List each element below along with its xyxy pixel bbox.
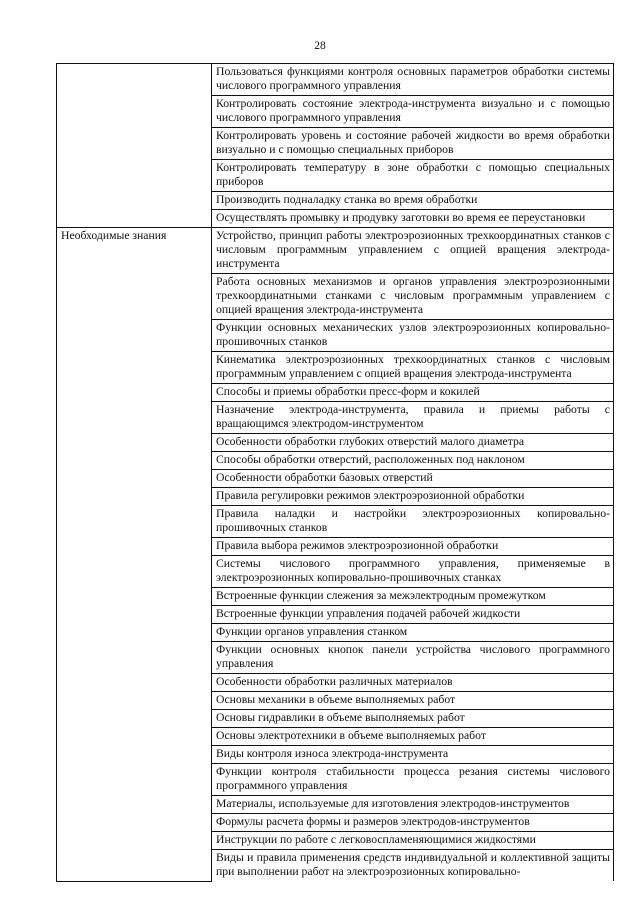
page-number: 28 — [314, 40, 326, 52]
table-cell: Правила выбора режимов электроэрозионной обработки — [212, 538, 614, 556]
table-cell: Встроенные функции управления подачей рабочей жидкости — [212, 606, 614, 624]
table-cell: Особенности обработки глубоких отверстий малого диаметра — [212, 434, 614, 452]
table-cell: Контролировать уровень и состояние рабочей жидкости во время обработки визуально и с помощью специальных приборов — [212, 128, 614, 160]
table-cell: Виды контроля износа электрода-инструмента — [212, 746, 614, 764]
table-cell: Встроенные функции слежения за межэлектродным промежутком — [212, 588, 614, 606]
table-cell: Функции основных механических узлов электроэрозионных копировально-прошивочных станков — [212, 320, 614, 352]
table-cell: Правила наладки и настройки электроэрозионных копировально-прошивочных станков — [212, 506, 614, 538]
table-cell: Способы обработки отверстий, расположенных под наклоном — [212, 452, 614, 470]
table-cell: Формулы расчета формы и размеров электродов-инструментов — [212, 814, 614, 832]
table-row — [57, 228, 614, 274]
group-label-cell — [57, 64, 212, 228]
table-cell: Основы механики в объеме выполняемых работ — [212, 692, 614, 710]
table-cell: Осуществлять промывку и продувку заготовки во время ее переустановки — [212, 210, 614, 228]
table-cell: Кинематика электроэрозионных трехкоординатных станков с числовым программным управлением с опцией вращения электрода-инструмента — [212, 352, 614, 384]
table-cell: Назначение электрода-инструмента, правила и приемы работы с вращающимся электродом-инструментом — [212, 402, 614, 434]
table-cell: Правила регулировки режимов электроэрозионной обработки — [212, 488, 614, 506]
group-label-cell: Необходимые знания — [57, 228, 212, 882]
table-cell: Основы электротехники в объеме выполняемых работ — [212, 728, 614, 746]
table-row — [57, 64, 614, 96]
table-cell: Контролировать состояние электрода-инструмента визуально и с помощью числового программного управления — [212, 96, 614, 128]
table-cell: Инструкции по работе с легковоспламеняющимися жидкостями — [212, 832, 614, 850]
table-cell: Контролировать температуру в зоне обработки с помощью специальных приборов — [212, 160, 614, 192]
table-cell: Производить подналадку станка во время обработки — [212, 192, 614, 210]
table-cell: Особенности обработки различных материалов — [212, 674, 614, 692]
table-cell: Способы и приемы обработки пресс-форм и кокилей — [212, 384, 614, 402]
requirements-table — [56, 63, 614, 882]
table-cell: Устройство, принцип работы электроэрозионных трехкоординатных станков с числовым программным управлением с опцией вращения электрода-инструмента — [212, 228, 614, 274]
table-cell: Функции основных кнопок панели устройства числового программного управления — [212, 642, 614, 674]
table-cell: Основы гидравлики в объеме выполняемых работ — [212, 710, 614, 728]
table-cell: Работа основных механизмов и органов управления электроэрозионными трехкоординатными станками с числовым программным управлением с опцией вращения электрода-инструмента — [212, 274, 614, 320]
table-cell: Виды и правила применения средств индивидуальной и коллективной защиты при выполнении работ на электроэрозионных копировально- — [212, 850, 614, 882]
table-cell: Особенности обработки базовых отверстий — [212, 470, 614, 488]
table-cell: Материалы, используемые для изготовления электродов-инструментов — [212, 796, 614, 814]
table-cell: Пользоваться функциями контроля основных параметров обработки системы числового программного управления — [212, 64, 614, 96]
table-cell: Функции органов управления станком — [212, 624, 614, 642]
table-cell: Функции контроля стабильности процесса резания системы числового программного управления — [212, 764, 614, 796]
table-cell: Системы числового программного управления, применяемые в электроэрозионных копировально-прошивочных станках — [212, 556, 614, 588]
